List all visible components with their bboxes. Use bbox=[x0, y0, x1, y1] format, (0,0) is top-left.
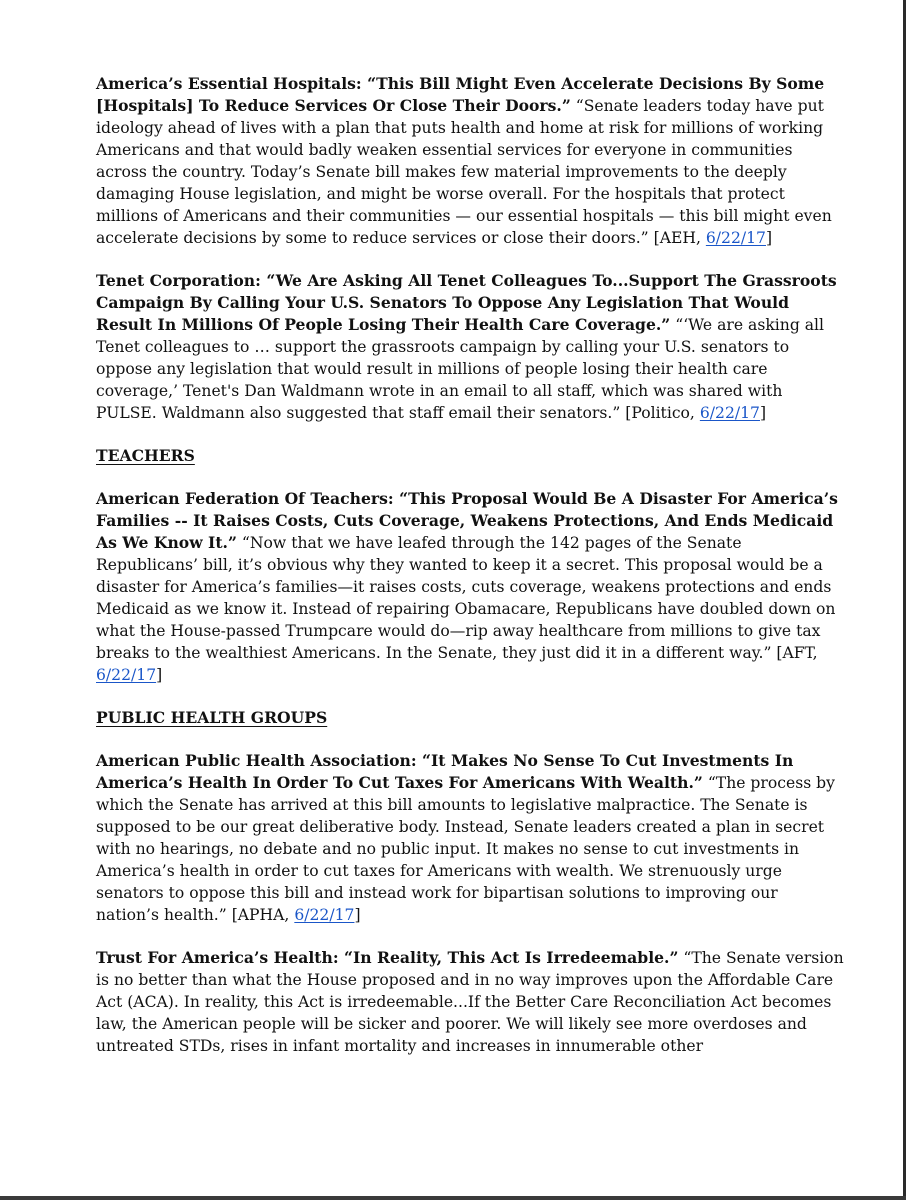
entry-quote: “‘We are asking all Tenet colleagues to … support the grassroots campaign by calling your U.S. senators to oppose any legislation that would result in millions of people losing their health care coverage,’ Tenet's Dan Waldmann wrote in an email to all staff, which was shared with PULSE. Waldmann also suggested that staff email their senators.” bbox=[96, 316, 825, 422]
entry-quote: “The process by which the Senate has arrived at this bill amounts to legislative malpractice. The Senate is supposed to be our great deliberative body. Instead, Senate leaders created a plan in secret with no hearings, no debate and no public input. It makes no sense to cut investments in America’s health in order to cut taxes for Americans with wealth. We strenuously urge senators to oppose this bill and instead work for bipartisan solutions to improving our nation’s health.” bbox=[96, 774, 835, 924]
entry-americas-essential-hospitals bbox=[96, 73, 844, 249]
entry-source-close: ] bbox=[759, 404, 767, 422]
document-body bbox=[96, 73, 844, 1078]
entry-source: [AEH, bbox=[648, 229, 706, 247]
entry-quote: “Now that we have leafed through the 142 pages of the Senate Republicans’ bill, it’s obvious why they wanted to keep it a secret. This proposal would be a disaster for America’s families—it raises costs, cuts coverage, weakens protections and ends Medicaid as we know it. Instead of repairing Obamacare, Republicans have doubled down on what the House-passed Trumpcare would do—rip away healthcare from millions to give tax breaks to the wealthiest Americans. In the Senate, they just did it in a different way.” bbox=[96, 534, 836, 662]
entry-american-federation-of-teachers bbox=[96, 488, 844, 686]
entry-tenet-corporation bbox=[96, 270, 844, 424]
entry-source: [APHA, bbox=[226, 906, 295, 924]
entry-headline: Tenet Corporation: “We Are Asking All Tenet Colleagues To...Support The Grassroots Campaign By Calling Your U.S. Senators To Oppose Any Legislation That Would Result In Millions Of People Losing Their Health Care Coverage.” bbox=[96, 271, 837, 334]
entry-headline: American Public Health Association: “It Makes No Sense To Cut Investments In America’s Health In Order To Cut Taxes For Americans With Wealth.” bbox=[96, 751, 794, 792]
entry-quote: “The Senate version is no better than what the House proposed and in no way improves upon the Affordable Care Act (ACA). In reality, this Act is irredeemable...If the Better Care Reconciliation Act becomes law, the American people will be sicker and poorer. We will likely see more overdoses and untreated STDs, rises in infant mortality and increases in innumerable other bbox=[96, 949, 844, 1055]
entry-source: [AFT, bbox=[771, 644, 818, 662]
entry-source-close: ] bbox=[765, 229, 773, 247]
page-edge-bottom bbox=[0, 1196, 906, 1200]
entry-headline: America’s Essential Hospitals: “This Bill Might Even Accelerate Decisions By Some [Hospitals] To Reduce Services Or Close Their Doors.” bbox=[96, 74, 825, 115]
source-date-link[interactable]: 6/22/17 bbox=[699, 404, 760, 422]
entry-quote: “Senate leaders today have put ideology ahead of lives with a plan that puts health and home at risk for millions of working Americans and that would badly weaken essential services for everyone in communities across the country. Today’s Senate bill makes few material improvements to the deeply damaging House legislation, and might be worse overall. For the hospitals that protect millions of Americans and their communities — our essential hospitals — this bill might even accelerate decisions by some to reduce services or close their doors.” bbox=[96, 97, 832, 247]
entry-american-public-health-association bbox=[96, 750, 844, 926]
entry-source: [Politico, bbox=[620, 404, 700, 422]
entry-trust-for-americas-health bbox=[96, 947, 844, 1057]
entry-source-close: ] bbox=[354, 906, 361, 924]
entry-headline: American Federation Of Teachers: “This Proposal Would Be A Disaster For America’s Families -- It Raises Costs, Cuts Coverage, Weakens Protections, And Ends Medicaid As We Know It.” bbox=[96, 489, 838, 552]
section-heading-public-health: PUBLIC HEALTH GROUPS bbox=[96, 708, 328, 727]
entry-headline: Trust For America’s Health: “In Reality, This Act Is Irredeemable.” bbox=[96, 948, 679, 967]
entry-source-close: ] bbox=[156, 666, 163, 684]
section-heading-teachers: TEACHERS bbox=[96, 446, 195, 465]
source-date-link[interactable]: 6/22/17 bbox=[96, 666, 157, 684]
source-date-link[interactable]: 6/22/17 bbox=[705, 229, 766, 247]
source-date-link[interactable]: 6/22/17 bbox=[294, 906, 355, 924]
